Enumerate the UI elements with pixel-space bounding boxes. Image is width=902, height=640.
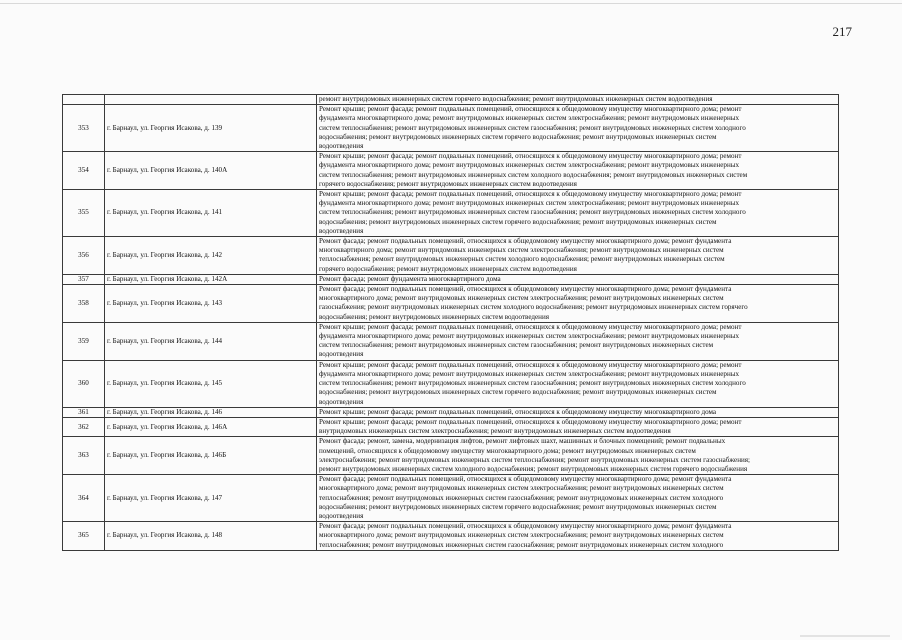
row-address: г. Барнаул, ул. Георгия Исакова, д. 143 (105, 285, 317, 323)
row-address: г. Барнаул, ул. Георгия Исакова, д. 145 (105, 360, 317, 407)
table-row (63, 360, 839, 407)
table-row (63, 237, 839, 275)
scan-top-edge (0, 3, 902, 4)
row-works: Ремонт фасада; ремонт фундамента многоквартирного дома (317, 274, 839, 284)
row-address: г. Барнаул, ул. Георгия Исакова, д. 146 (105, 407, 317, 417)
page-number: 217 (832, 24, 852, 39)
table-row (63, 522, 839, 551)
table-row (63, 274, 839, 284)
row-address: г. Барнаул, ул. Георгия Исакова, д. 147 (105, 475, 317, 522)
row-number: 355 (63, 190, 105, 237)
row-address: г. Барнаул, ул. Георгия Исакова, д. 140А (105, 152, 317, 190)
row-number: 359 (63, 322, 105, 360)
row-works: Ремонт крыши; ремонт фасада; ремонт подвальных помещений, относящихся к общедомовому имуществу многоквартирного дома; ремонт фундамента многоквартирного дома; ремонт внутридомовых инженерных систем электроснабжения; ремонт внутридомовых инженерных систем теплоснабжения; ремонт внутридомовых инженерных систем газоснабжения; ремонт внутридомовых инженерных систем холодного водоснабжения; ремонт внутридомовых инженерных систем горячего водоснабжения; ремонт внутридомовых инженерных систем водоотведения (317, 105, 839, 152)
row-number: 365 (63, 522, 105, 551)
row-works: Ремонт крыши; ремонт фасада; ремонт подвальных помещений, относящихся к общедомовому имуществу многоквартирного дома; ремонт фундамента многоквартирного дома; ремонт внутридомовых инженерных систем электроснабжения; ремонт внутридомовых инженерных систем теплоснабжения; ремонт внутридомовых инженерных систем газоснабжения; ремонт внутридомовых инженерных систем водоотведения (317, 322, 839, 360)
row-works: ремонт внутридомовых инженерных систем горячего водоснабжения; ремонт внутридомовых инженерных систем водоотведения (317, 95, 839, 105)
row-address: г. Барнаул, ул. Георгия Исакова, д. 142 (105, 237, 317, 275)
row-number: 361 (63, 407, 105, 417)
scan-bottom-edge (800, 635, 890, 637)
row-works: Ремонт крыши; ремонт фасада; ремонт подвальных помещений, относящихся к общедомовому имуществу многоквартирного дома; ремонт фундамента многоквартирного дома; ремонт внутридомовых инженерных систем электроснабжения; ремонт внутридомовых инженерных систем теплоснабжения; ремонт внутридомовых инженерных систем холодного водоснабжения; ремонт внутридомовых инженерных систем горячего водоснабжения; ремонт внутридомовых инженерных систем водоотведения (317, 152, 839, 190)
row-address: г. Барнаул, ул. Георгия Исакова, д. 139 (105, 105, 317, 152)
row-works: Ремонт крыши; ремонт фасада; ремонт подвальных помещений, относящихся к общедомовому имуществу многоквартирного дома; ремонт фундамента многоквартирного дома; ремонт внутридомовых инженерных систем электроснабжения; ремонт внутридомовых инженерных систем теплоснабжения; ремонт внутридомовых инженерных систем газоснабжения; ремонт внутридомовых инженерных систем холодного водоснабжения; ремонт внутридомовых инженерных систем горячего водоснабжения; ремонт внутридомовых инженерных систем водоотведения (317, 190, 839, 237)
row-number: 364 (63, 475, 105, 522)
table-row (63, 322, 839, 360)
row-works: Ремонт фасада; ремонт подвальных помещений, относящихся к общедомовому имуществу многоквартирного дома; ремонт фундамента многоквартирного дома; ремонт внутридомовых инженерных систем электроснабжения; ремонт внутридомовых инженерных систем теплоснабжения; ремонт внутридомовых инженерных систем газоснабжения; ремонт внутридомовых инженерных систем холодного (317, 522, 839, 551)
row-address: г. Барнаул, ул. Георгия Исакова, д. 148 (105, 522, 317, 551)
row-number: 362 (63, 417, 105, 436)
table-row (63, 105, 839, 152)
row-number: 353 (63, 105, 105, 152)
repair-schedule-table (62, 94, 839, 551)
table-row (63, 437, 839, 475)
row-address: г. Барнаул, ул. Георгия Исакова, д. 144 (105, 322, 317, 360)
row-works: Ремонт крыши; ремонт фасада; ремонт подвальных помещений, относящихся к общедомовому имуществу многоквартирного дома (317, 407, 839, 417)
row-works: Ремонт фасада; ремонт подвальных помещений, относящихся к общедомовому имуществу многоквартирного дома; ремонт фундамента многоквартирного дома; ремонт внутридомовых инженерных систем электроснабжения; ремонт внутридомовых инженерных систем теплоснабжения; ремонт внутридомовых инженерных систем газоснабжения; ремонт внутридомовых инженерных систем холодного водоснабжения; ремонт внутридомовых инженерных систем горячего водоснабжения; ремонт внутридомовых инженерных систем водоотведения (317, 475, 839, 522)
row-address (105, 95, 317, 105)
row-works: Ремонт фасада; ремонт, замена, модернизация лифтов, ремонт лифтовых шахт, машинных и блочных помещений; ремонт подвальных помещений, относящихся к общедомовому имуществу многоквартирного дома; ремонт внутридомовых инженерных систем электроснабжения; ремонт внутридомовых инженерных систем теплоснабжения; ремонт внутридомовых инженерных систем газоснабжения; ремонт внутридомовых инженерных систем холодного водоснабжения; ремонт внутридомовых инженерных систем горячего водоснабжения (317, 437, 839, 475)
row-works: Ремонт крыши; ремонт фасада; ремонт подвальных помещений, относящихся к общедомовому имуществу многоквартирного дома; ремонт внутридомовых инженерных систем электроснабжения; ремонт внутридомовых инженерных систем водоотведения (317, 417, 839, 436)
table-row (63, 152, 839, 190)
row-number: 360 (63, 360, 105, 407)
row-number (63, 95, 105, 105)
table-row (63, 95, 839, 105)
table-row (63, 417, 839, 436)
row-address: г. Барнаул, ул. Георгия Исакова, д. 141 (105, 190, 317, 237)
row-address: г. Барнаул, ул. Георгия Исакова, д. 146Б (105, 437, 317, 475)
table-row (63, 475, 839, 522)
row-address: г. Барнаул, ул. Георгия Исакова, д. 142А (105, 274, 317, 284)
row-address: г. Барнаул, ул. Георгия Исакова, д. 146А (105, 417, 317, 436)
row-number: 356 (63, 237, 105, 275)
row-number: 358 (63, 285, 105, 323)
table-row (63, 285, 839, 323)
row-works: Ремонт фасада; ремонт подвальных помещений, относящихся к общедомовому имуществу многоквартирного дома; ремонт фундамента многоквартирного дома; ремонт внутридомовых инженерных систем электроснабжения; ремонт внутридомовых инженерных систем теплоснабжения; ремонт внутридомовых инженерных систем холодного водоснабжения; ремонт внутридомовых инженерных систем горячего водоснабжения; ремонт внутридомовых инженерных систем водоотведения (317, 237, 839, 275)
row-works: Ремонт фасада; ремонт подвальных помещений, относящихся к общедомовому имуществу многоквартирного дома; ремонт фундамента многоквартирного дома; ремонт внутридомовых инженерных систем электроснабжения; ремонт внутридомовых инженерных систем газоснабжения; ремонт внутридомовых инженерных систем холодного водоснабжения; ремонт внутридомовых инженерных систем горячего водоснабжения; ремонт внутридомовых инженерных систем водоотведения (317, 285, 839, 323)
row-number: 354 (63, 152, 105, 190)
table-row (63, 407, 839, 417)
row-number: 357 (63, 274, 105, 284)
table-row (63, 190, 839, 237)
table-body (63, 95, 839, 551)
row-number: 363 (63, 437, 105, 475)
row-works: Ремонт крыши; ремонт фасада; ремонт подвальных помещений, относящихся к общедомовому имуществу многоквартирного дома; ремонт фундамента многоквартирного дома; ремонт внутридомовых инженерных систем электроснабжения; ремонт внутридомовых инженерных систем теплоснабжения; ремонт внутридомовых инженерных систем газоснабжения; ремонт внутридомовых инженерных систем холодного водоснабжения; ремонт внутридомовых инженерных систем горячего водоснабжения; ремонт внутридомовых инженерных систем водоотведения (317, 360, 839, 407)
